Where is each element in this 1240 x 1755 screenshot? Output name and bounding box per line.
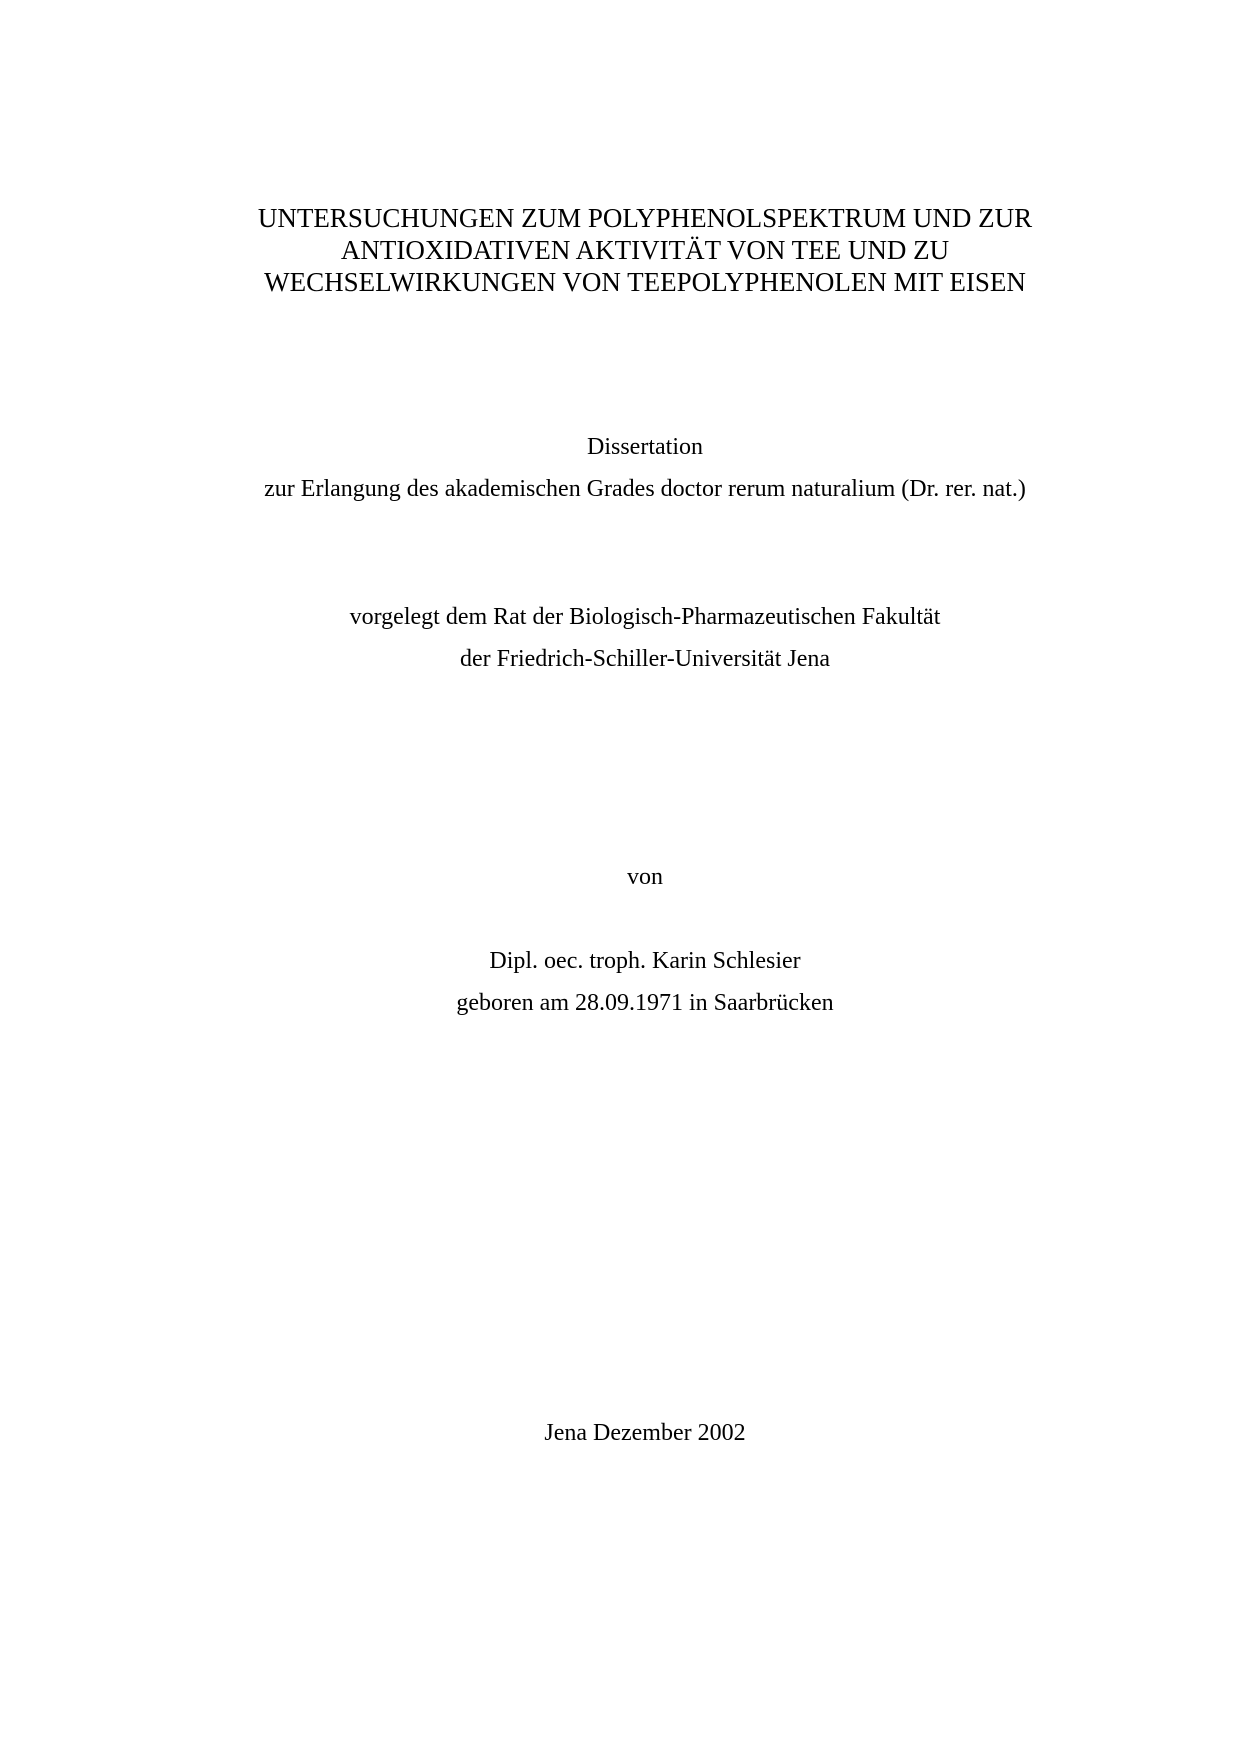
author-block: [0, 940, 1240, 1024]
dissertation-title: [0, 202, 1240, 298]
title-line-2: ANTIOXIDATIVEN AKTIVITÄT VON TEE UND ZU: [340, 235, 950, 265]
title-line-1: UNTERSUCHUNGEN ZUM POLYPHENOLSPEKTRUM UND ZUR: [257, 203, 1033, 233]
dissertation-block: [0, 426, 1240, 510]
author-birth: geboren am 28.09.1971 in Saarbrücken: [456, 990, 834, 1016]
degree-line: zur Erlangung des akademischen Grades doctor rerum naturalium (Dr. rer. nat.): [264, 476, 1026, 502]
place-date: Jena Dezember 2002: [544, 1420, 746, 1446]
dissertation-label: Dissertation: [587, 434, 703, 460]
faculty-line: vorgelegt dem Rat der Biologisch-Pharmazeutischen Fakultät: [349, 604, 941, 630]
university-line: der Friedrich-Schiller-Universität Jena: [459, 646, 831, 672]
author-name: Dipl. oec. troph. Karin Schlesier: [489, 948, 801, 974]
title-line-3: WECHSELWIRKUNGEN VON TEEPOLYPHENOLEN MIT EISEN: [264, 267, 1026, 297]
by-line: von: [627, 864, 663, 890]
submission-block: [0, 596, 1240, 680]
